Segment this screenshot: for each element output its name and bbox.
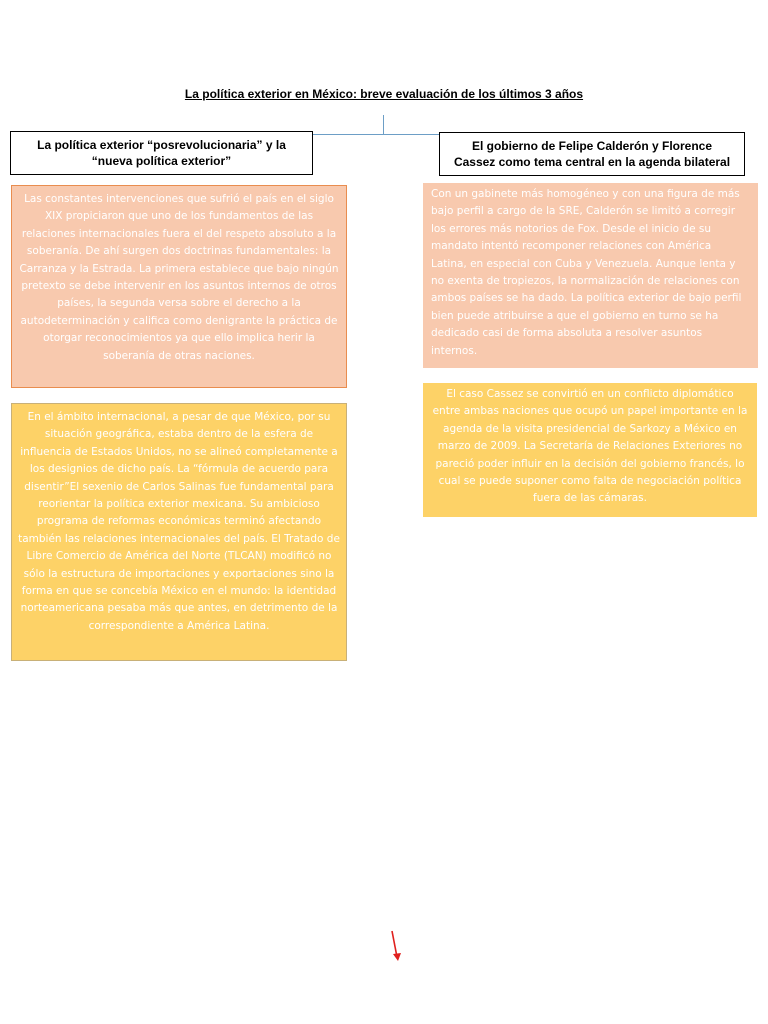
left-header-text: La política exterior “posrevolucionaria” y la “nueva política exterior”: [37, 138, 286, 168]
left-header-box: [10, 131, 313, 175]
right-box-2-text: El caso Cassez se convirtió en un conflicto diplomático entre ambas naciones que ocupó un papel importante en la agenda de la visita presidencial de Sarkozy a México en marzo de 2009. La Secretaría de Relaciones Exteriores no pareció poder influir en la decisión del gobierno francés, lo cual se puede suponer como falta de negociación política fuera de las cámaras.: [432, 388, 748, 505]
right-box-1-text: Con un gabinete más homogéneo y con una figura de más bajo perfil a cargo de la SRE, Calderón se limitó a corregir los errores más notorios de Fox. Desde el inicio de su mandato intentó recomponer relaciones con América Latina, en especial con Cuba y Venezuela. Aunque lenta y no exenta de tropiezos, la normalización de relaciones con ambos países se ha dado. La política exterior de bajo perfil bien puede atribuirse a que el gobierno en turno se ha dedicado casi de forma absoluta a resolver asuntos internos.: [431, 188, 742, 357]
right-box-2: [423, 383, 757, 517]
connector-vertical: [383, 115, 384, 135]
right-box-1: [423, 183, 758, 368]
page-title: La política exterior en México: breve evaluación de los últimos 3 años: [184, 87, 584, 101]
right-header-text: El gobierno de Felipe Calderón y Florence Cassez como tema central en la agenda bilateral: [453, 139, 731, 169]
left-box-2-text: En el ámbito internacional, a pesar de que México, por su situación geográfica, estaba dentro de la esfera de influencia de Estados Unidos, no se alineó completamente a los designios de dicho país. La “fórmula de acuerdo para disentir”El sexenio de Carlos Salinas fue fundamental para reorientar la política exterior mexicana. Su ambicioso programa de reformas económicas terminó afectando también las relaciones internacionales del país. El Tratado de Libre Comercio de América del Norte (TLCAN) modificó no sólo la estructura de importaciones y exportaciones sino la forma en que se concebía México en el mundo: la identidad norteamericana pesaba más que antes, en detrimento de la correspondiente a América Latina.: [18, 411, 340, 632]
left-box-1-text: Las constantes intervenciones que sufrió el país en el siglo XIX propiciaron que uno de los fundamentos de las relaciones internacionales fuera el del respeto absoluto a la soberanía. De ahí surgen dos doctrinas fundamentales: la Carranza y la Estrada. La primera establece que bajo ningún pretexto se debe intervenir en los asuntos internos de otros países, la segunda versa sobre el derecho a la autodeterminación y califica como denigrante la práctica de otorgar reconocimientos ya que ello implica herir la soberanía de otras naciones.: [19, 193, 339, 362]
red-down-arrow-icon: [388, 928, 408, 968]
connector-horizontal: [313, 134, 439, 135]
right-header-box: [439, 132, 745, 176]
left-box-1: [11, 185, 347, 388]
left-box-2: [11, 403, 347, 661]
